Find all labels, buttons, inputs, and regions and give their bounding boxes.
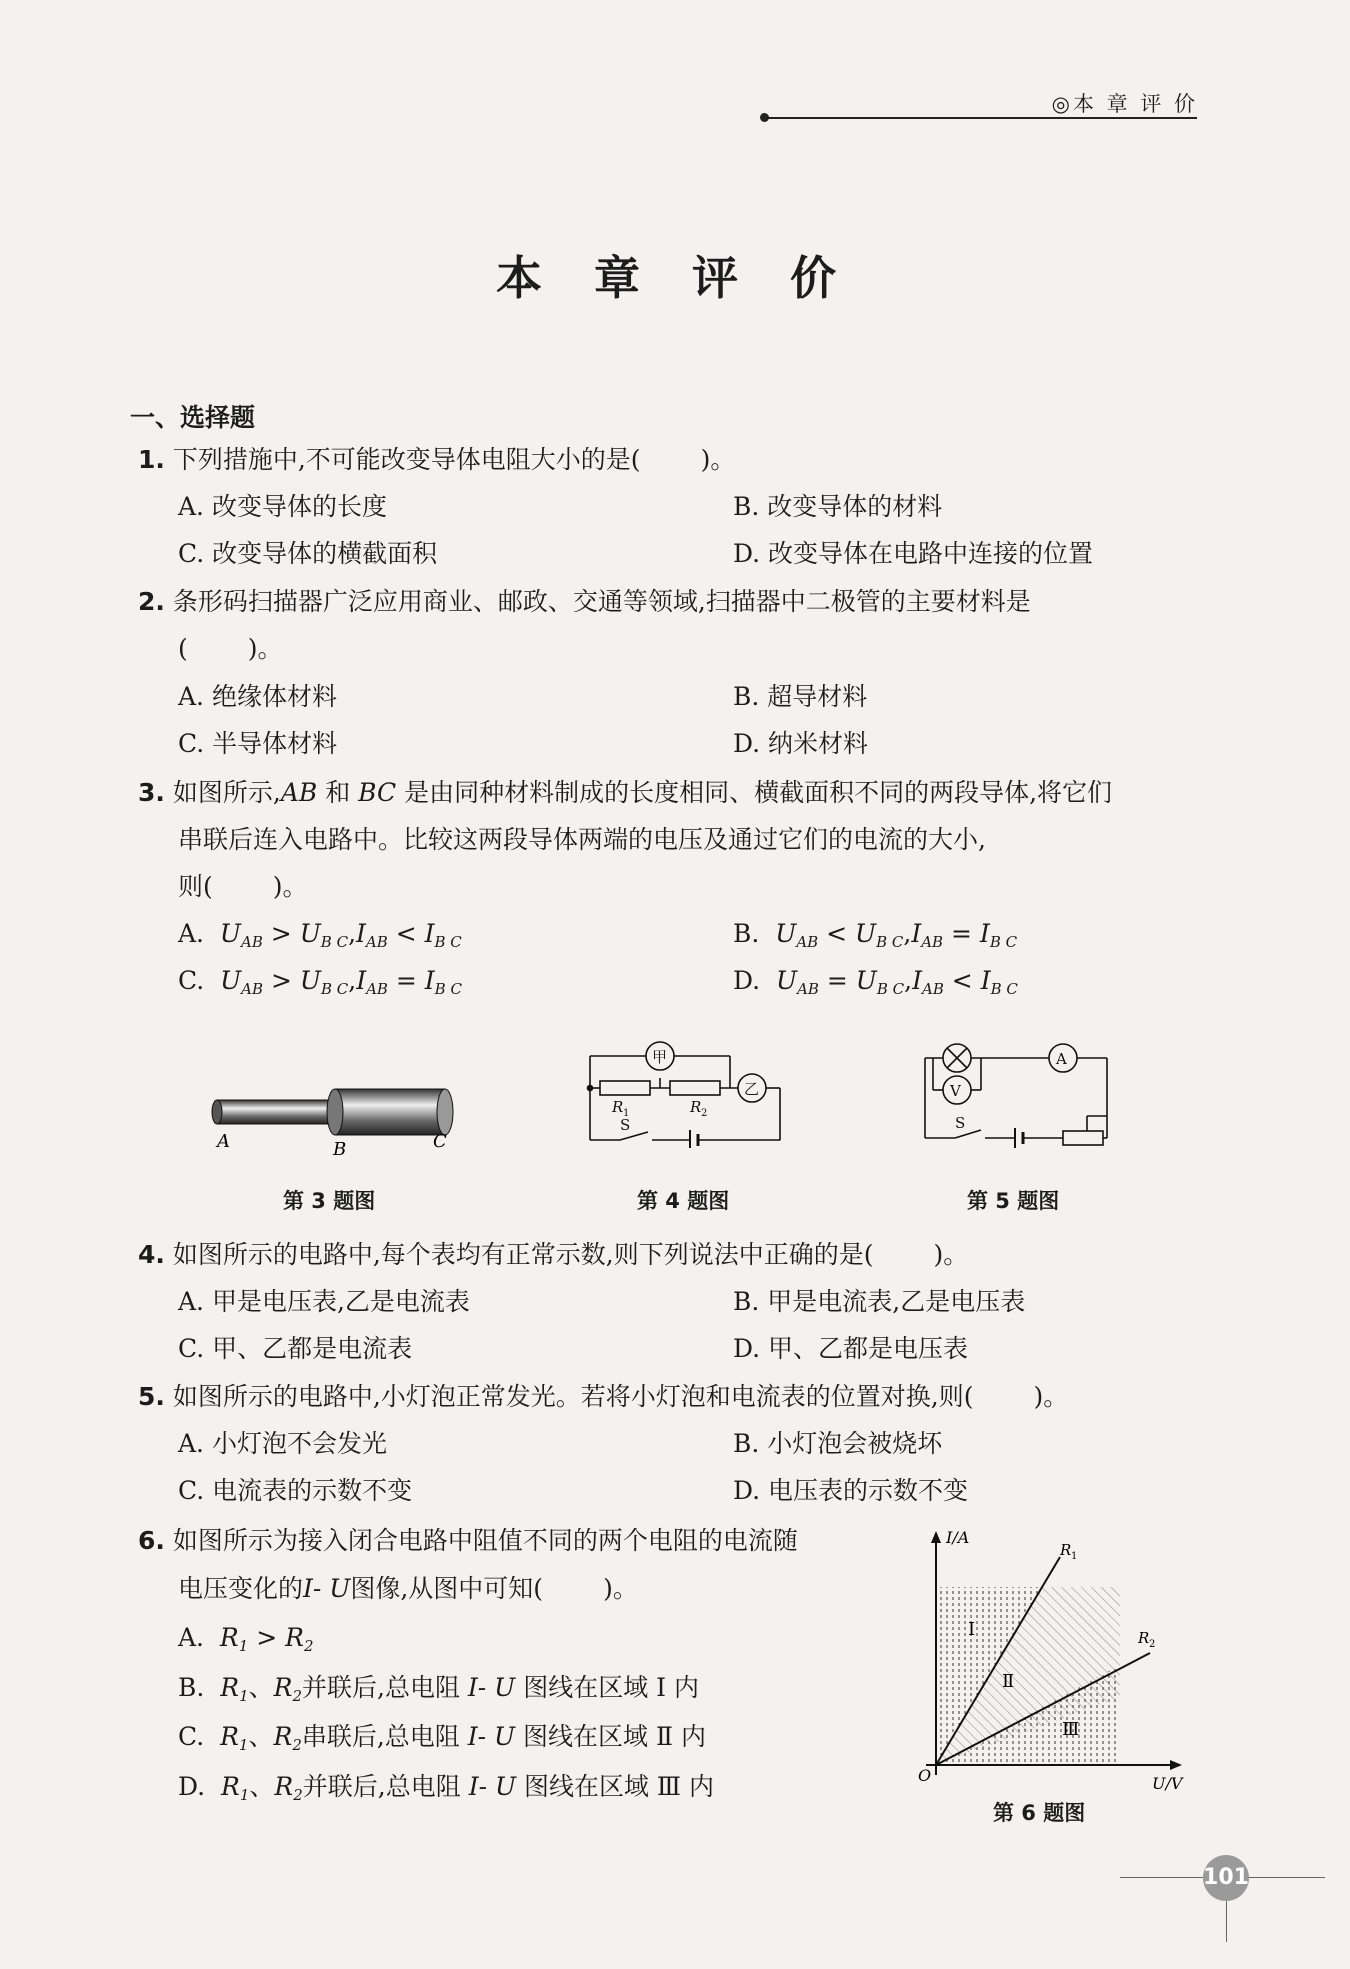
q4-option-d: D. 甲、乙都是电压表: [733, 1334, 969, 1363]
fig5-a: A: [1056, 1050, 1067, 1068]
q3-a-sub1: AB: [241, 933, 263, 951]
fig4-r2: R: [690, 1098, 702, 1116]
q1-number: 1.: [138, 445, 165, 474]
q6-b-tail: 图线在区域 Ⅰ 内: [515, 1673, 699, 1702]
q3-stem-line3: [178, 870, 308, 904]
q6-b-sub1: 1: [239, 1687, 249, 1705]
q3-ab: AB: [280, 778, 318, 807]
q3-a-i2: I: [424, 919, 435, 948]
fig3-label-b: B: [333, 1139, 347, 1160]
q6-option-b: [178, 1671, 699, 1713]
q3-d-i2: I: [980, 966, 991, 995]
q3-b-comma: ,: [903, 919, 912, 948]
figure-3-conductor: [205, 1075, 465, 1165]
q6-option-d: [178, 1770, 714, 1812]
q1-option-b: B. 改变导体的材料: [733, 492, 943, 521]
rheostat-icon: [1063, 1131, 1103, 1145]
fig6-region-2: Ⅱ: [1002, 1671, 1015, 1692]
fig6-r1: R: [1060, 1541, 1072, 1559]
running-header: ◎本 章 评 价: [1051, 92, 1198, 116]
q6-b-dun: 、: [248, 1673, 274, 1702]
q3-number: 3.: [138, 778, 165, 807]
fig4-yi: 乙: [744, 1080, 760, 1098]
q3-a-u2: U: [299, 919, 321, 948]
q1-stem: [138, 443, 735, 477]
fig6-origin: O: [918, 1766, 932, 1785]
figure-4-circuit: [580, 1038, 800, 1148]
q5-text: 如图所示的电路中,小灯泡正常发光。若将小灯泡和电流表的位置对换,则(: [172, 1382, 974, 1411]
q5-option-b: B. 小灯泡会被烧坏: [733, 1429, 943, 1458]
q3-d-sub4: B C: [990, 980, 1018, 998]
q6-b-iu: I- U: [467, 1673, 516, 1702]
q6-text-b: 图像,从图中可知(: [350, 1574, 544, 1603]
q2-option-a: A. 绝缘体材料: [178, 682, 337, 711]
q3-text-b: 和: [317, 778, 359, 807]
q5-option-c: C. 电流表的示数不变: [178, 1476, 413, 1505]
q3-c-sub4: B C: [434, 980, 462, 998]
q3-b-op2: =: [943, 919, 980, 948]
q3-d-sub1: AB: [797, 980, 819, 998]
q6-a-r1: R: [219, 1623, 239, 1652]
fig6-r2-sub: 2: [1149, 1639, 1156, 1650]
figure-6-iu-graph: [910, 1525, 1200, 1795]
q3-a-u1: U: [219, 919, 241, 948]
fig3-label-c: C: [433, 1131, 447, 1152]
q3-b-i2: I: [979, 919, 990, 948]
q6-b-label: B.: [178, 1673, 205, 1702]
rod-end-c: [437, 1089, 453, 1135]
fig6-region-3: Ⅲ: [1062, 1719, 1080, 1740]
q3-c-u1: U: [220, 966, 242, 995]
fig3-label-a: A: [217, 1131, 230, 1152]
fig6-region-1: Ⅰ: [968, 1619, 976, 1640]
q3-text-c: 是由同种材料制成的长度相同、横截面积不同的两段导体,将它们: [396, 778, 1113, 807]
q3-b-u1: U: [775, 919, 797, 948]
q6-b-r1: R: [220, 1673, 240, 1702]
fig6-xlabel: U/V: [1152, 1774, 1183, 1793]
q4-option-a: A. 甲是电压表,乙是电流表: [178, 1287, 470, 1316]
x-axis-arrow: [1170, 1760, 1182, 1770]
q3-d-u2: U: [855, 966, 877, 995]
q4-text-end: )。: [933, 1240, 969, 1269]
q4-option-c: C. 甲、乙都是电流表: [178, 1334, 413, 1363]
q3-a-comma: ,: [348, 919, 357, 948]
q3-c-i1: I: [356, 966, 367, 995]
q6-text-line1: 如图所示为接入闭合电路中阻值不同的两个电阻的电流随: [172, 1526, 798, 1555]
q6-c-tail: 图线在区域 Ⅱ 内: [515, 1722, 706, 1751]
q6-number: 6.: [138, 1526, 165, 1555]
q3-c-label: C.: [178, 966, 205, 995]
q2-paren-close: )。: [247, 634, 283, 663]
q3-option-d: [733, 964, 1018, 1006]
q3-d-op1: =: [818, 966, 856, 995]
q3-c-sub1: AB: [241, 980, 264, 998]
q6-a-op: >: [248, 1623, 286, 1652]
q3-c-u2: U: [299, 966, 321, 995]
fig6-r1-sub: 1: [1071, 1551, 1078, 1562]
q3-a-sub2: B C: [320, 933, 349, 951]
q6-stem-line1: [138, 1524, 798, 1558]
q2-paren-open: (: [178, 634, 188, 663]
q6-c-text: 串联后,总电阻: [301, 1722, 468, 1751]
q3-bc: BC: [358, 778, 397, 807]
thick-rod-bc: [335, 1089, 445, 1135]
fig4-r2-sub: 2: [701, 1108, 708, 1119]
q4-option-b: B. 甲是电流表,乙是电压表: [733, 1287, 1026, 1316]
rod-step-b: [327, 1089, 343, 1135]
q6-text-c: )。: [603, 1574, 638, 1603]
q1-option-d: D. 改变导体在电路中连接的位置: [733, 539, 1094, 568]
resistor-r2-icon: [670, 1081, 720, 1095]
q3-d-u1: U: [776, 966, 798, 995]
q2-option-c: C. 半导体材料: [178, 729, 338, 758]
q5-option-d: D. 电压表的示数不变: [733, 1476, 969, 1505]
q3-d-i1: I: [912, 966, 922, 995]
q6-d-sub2: 2: [293, 1786, 303, 1804]
q3-a-sub3: AB: [365, 933, 388, 951]
fig4-s: S: [620, 1116, 631, 1134]
q2-option-b: B. 超导材料: [733, 682, 868, 711]
q1-option-a: A. 改变导体的长度: [178, 492, 387, 521]
q6-b-r2: R: [273, 1673, 293, 1702]
rod-end-a: [212, 1100, 222, 1124]
fig5-v: V: [950, 1082, 961, 1100]
q6-option-c: [178, 1720, 706, 1762]
q2-number: 2.: [138, 587, 165, 616]
q6-c-r2: R: [273, 1722, 293, 1751]
q4-text: 如图所示的电路中,每个表均有正常示数,则下列说法中正确的是(: [172, 1240, 874, 1269]
q3-b-sub3: AB: [921, 933, 944, 951]
header-rule: [765, 117, 1197, 119]
q3-b-i1: I: [911, 919, 922, 948]
q3-d-op2: <: [943, 966, 981, 995]
q6-a-sub1: 1: [238, 1637, 249, 1655]
q3-a-i1: I: [356, 919, 366, 948]
q3-b-u2: U: [855, 919, 877, 948]
q1-text-end: )。: [700, 445, 736, 474]
q3-option-a: [178, 917, 462, 959]
q5-stem: [138, 1380, 1068, 1414]
q6-d-sub1: 1: [239, 1786, 250, 1804]
q6-c-dun: 、: [248, 1722, 274, 1751]
fig4-caption: 第 4 题图: [637, 1189, 730, 1213]
q3-b-sub1: AB: [796, 933, 819, 951]
q6-d-r2: R: [274, 1772, 294, 1801]
q3-c-op2: =: [387, 966, 425, 995]
q3-d-sub3: AB: [922, 980, 944, 998]
q3-c-comma: ,: [348, 966, 357, 995]
junction-dot: [588, 1086, 593, 1091]
q6-d-label: D.: [178, 1772, 206, 1801]
q3-paren-close: )。: [272, 872, 308, 901]
q4-stem: [138, 1238, 968, 1272]
q6-c-iu: I- U: [467, 1722, 516, 1751]
q3-b-op1: <: [818, 919, 856, 948]
q6-c-sub1: 1: [238, 1736, 249, 1754]
section-heading: 一、选择题: [130, 403, 256, 432]
q6-c-r1: R: [220, 1722, 239, 1751]
q3-b-sub4: B C: [989, 933, 1018, 951]
q5-number: 5.: [138, 1382, 165, 1411]
fig5-caption: 第 5 题图: [967, 1189, 1060, 1213]
q3-a-label: A.: [178, 919, 205, 948]
q6-b-sub2: 2: [292, 1687, 302, 1705]
q2-stem-line1: [138, 585, 1031, 619]
q6-d-tail: 图线在区域 Ⅲ 内: [516, 1772, 714, 1801]
q6-a-label: A.: [178, 1623, 205, 1652]
q6-d-iu: I- U: [468, 1772, 517, 1801]
q1-text: 下列措施中,不可能改变导体电阻大小的是(: [172, 445, 641, 474]
q3-paren-open: 则(: [178, 872, 213, 901]
page-title: 本 章 评 价: [495, 251, 855, 305]
q6-d-dun: 、: [249, 1772, 275, 1801]
resistor-r1-icon: [600, 1081, 650, 1095]
q6-b-text: 并联后,总电阻: [302, 1673, 468, 1702]
q3-a-op1: >: [262, 919, 300, 948]
q3-d-comma: ,: [904, 966, 913, 995]
q3-stem-line2: 串联后连入电路中。比较这两段导体两端的电压及通过它们的电流的大小,: [178, 825, 986, 854]
page-number: 101: [1203, 1855, 1249, 1901]
q6-d-text: 并联后,总电阻: [302, 1772, 469, 1801]
q6-a-r2: R: [285, 1623, 304, 1652]
q2-option-d: D. 纳米材料: [733, 729, 869, 758]
q6-c-sub2: 2: [292, 1736, 302, 1754]
q3-c-i2: I: [424, 966, 435, 995]
q1-option-c: C. 改变导体的横截面积: [178, 539, 438, 568]
q3-option-c: [178, 964, 462, 1006]
q3-option-b: [733, 917, 1017, 959]
q6-text-a: 电压变化的: [178, 1574, 304, 1603]
q5-text-end: )。: [1033, 1382, 1069, 1411]
fig5-s: S: [955, 1114, 966, 1132]
q6-c-label: C.: [178, 1722, 205, 1751]
q2-stem-line2: [178, 632, 283, 666]
fig6-r2: R: [1138, 1629, 1150, 1647]
q3-d-label: D.: [733, 966, 761, 995]
q6-a-sub2: 2: [303, 1637, 314, 1655]
fig4-jia: 甲: [652, 1048, 668, 1066]
fig3-caption: 第 3 题图: [283, 1189, 376, 1213]
fig6-caption: 第 6 题图: [993, 1801, 1086, 1825]
fig4-r1-sub: 1: [623, 1108, 630, 1119]
q6-stem-line2: [178, 1572, 638, 1606]
q3-text-a: 如图所示,: [172, 778, 281, 807]
q3-a-op2: <: [387, 919, 425, 948]
q6-iu: I- U: [303, 1574, 351, 1603]
q3-d-sub2: B C: [876, 980, 905, 998]
q3-c-sub3: AB: [366, 980, 388, 998]
q3-a-sub4: B C: [434, 933, 462, 951]
fig6-ylabel: I/A: [946, 1528, 970, 1547]
q3-c-sub2: B C: [320, 980, 349, 998]
q3-b-label: B.: [733, 919, 760, 948]
q6-d-r1: R: [221, 1772, 240, 1801]
q3-stem-line1: [138, 776, 1112, 810]
fig4-r1: R: [612, 1098, 624, 1116]
y-axis-arrow: [931, 1531, 941, 1543]
q3-c-op1: >: [263, 966, 300, 995]
q6-option-a: [178, 1621, 314, 1663]
q5-option-a: A. 小灯泡不会发光: [178, 1429, 387, 1458]
q2-text-line1: 条形码扫描器广泛应用商业、邮政、交通等领域,扫描器中二极管的主要材料是: [172, 587, 1031, 616]
figure-5-circuit: [915, 1040, 1125, 1150]
q3-b-sub2: B C: [876, 933, 904, 951]
q4-number: 4.: [138, 1240, 165, 1269]
